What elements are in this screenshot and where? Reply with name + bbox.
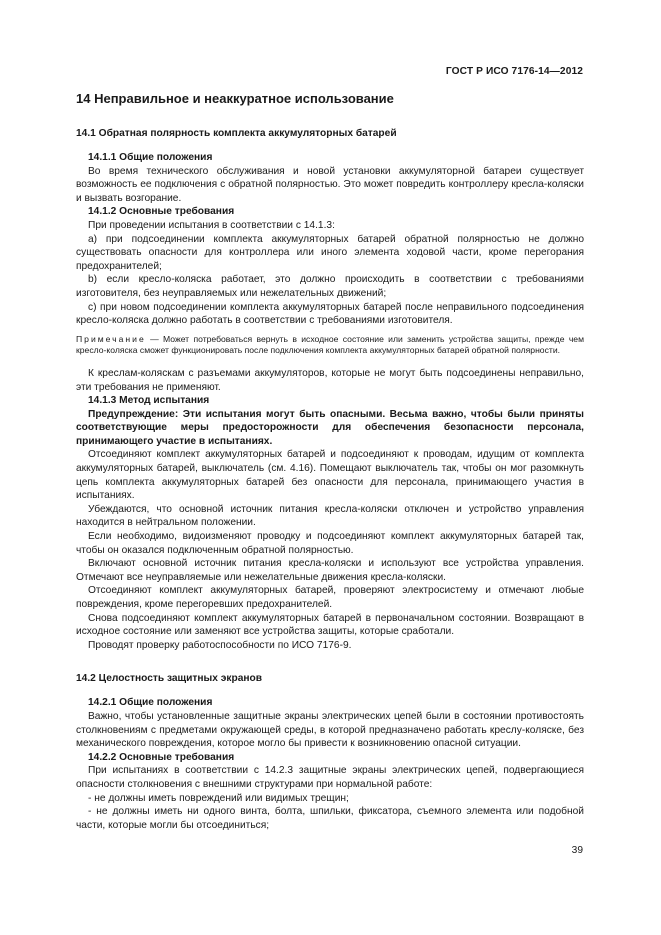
paragraph: К креслам-коляскам с разъемами аккумуляторов, которые не могут быть подсоединены неправильно, эти требования не применяют. xyxy=(76,367,584,393)
method-step: Убеждаются, что основной источник питания кресла-коляски отключен и устройство управления находится в нейтральном положении. xyxy=(76,503,584,529)
method-step: Отсоединяют комплект аккумуляторных батарей, проверяют электросистему и отмечают любые повреждения, кроме перегоревших предохранителей. xyxy=(76,585,584,610)
note-text: — Может потребоваться вернуть в исходное состояние или заменить устройства защиты, прежде чем кресло-коляска сможет функционировать после подключения комплекта аккумуляторных батарей обратной полярности. xyxy=(76,333,584,356)
paragraph-text: Во время технического обслуживания и новой установки аккумуляторной батареи существует возможность ее подключения с обратной полярностью. Это может повредить контроллеру кресла-коляски и вызвать возгорание. xyxy=(76,165,584,204)
clause-title-14-1-1: 14.1.1 Общие положения xyxy=(88,152,213,163)
dash-item: - не должны иметь ни одного винта, болта, шпильки, фиксатора, съемного элемента или подобной части, которые могли бы отсоединиться; xyxy=(76,806,584,831)
document-body xyxy=(76,91,584,832)
note-label: Примечание xyxy=(76,333,146,344)
page-number: 39 xyxy=(571,845,583,856)
warning-text: Предупреждение: Эти испытания могут быть опасными. Весьма важно, чтобы были приняты соответствующие меры предосторожности для обеспечения безопасности персонала, принимающего участие в испытаниях. xyxy=(76,408,584,447)
list-item-a: а) при подсоединении комплекта аккумуляторных батарей обратной полярностью не должно существовать опасности для контроллера или иного элемента ходовой части, кроме перегорания предохранителей; xyxy=(76,233,584,272)
section-title: 14 Неправильное и неаккуратное использование xyxy=(76,91,394,106)
method-step: Если необходимо, видоизменяют проводку и подсоединяют комплект аккумуляторных батарей так, чтобы он оказался подключенным обратной полярностью. xyxy=(76,531,584,556)
paragraph: При испытаниях в соответствии с 14.2.3 защитные экраны электрических цепей, подвергающиеся опасности столкновения с внешними структурами при нормальной работе: xyxy=(76,765,584,790)
paragraph: При проведении испытания в соответствии с 14.1.3: xyxy=(88,219,335,231)
method-step: Снова подсоединяют комплект аккумуляторных батарей в первоначальном состоянии. Возвращают в исходное состояние или заменяют все устройства защиты, которые сработали. xyxy=(76,612,584,638)
subsection-title-14-1: 14.1 Обратная полярность комплекта аккумуляторных батарей xyxy=(76,128,397,139)
clause-title-14-1-3: 14.1.3 Метод испытания xyxy=(88,395,210,407)
clause-title-14-2-2: 14.2.2 Основные требования xyxy=(88,751,235,763)
list-item-b: b) если кресло-коляска работает, это должно происходить в соответствии с требованиями изготовителя, без неуправляемых или нежелательных движений; xyxy=(76,274,584,299)
method-step: Отсоединяют комплект аккумуляторных батарей и подсоединяют к проводам, идущим от комплекта аккумуляторных батарей, выключатель (см. 4.16). Помещают выключатель так, чтобы он мог разомкнуть цепь комплекта аккумуляторных батарей без опасности для персонала, принимающего участия в испытаниях. xyxy=(76,449,584,502)
clause-title-14-2-1: 14.2.1 Общие положения xyxy=(88,697,213,709)
paragraph xyxy=(76,165,584,206)
note xyxy=(76,334,584,357)
clause-title-14-1-2: 14.1.2 Основные требования xyxy=(88,206,235,218)
dash-item: - не должны иметь повреждений или видимых трещин; xyxy=(88,792,349,804)
method-step: Проводят проверку работоспособности по ИСО 7176-9. xyxy=(88,639,352,651)
subsection-title-14-2: 14.2 Целостность защитных экранов xyxy=(76,673,263,685)
method-step: Включают основной источник питания кресла-коляски и используют все устройства управления. Отмечают все неуправляемые или нежелательные движения кресла-коляски. xyxy=(76,558,584,583)
list-item-c: с) при новом подсоединении комплекта аккумуляторных батарей после неправильного подсоединения кресло-коляска должно работать в соответствии с требованиями изготовителя. xyxy=(76,301,584,327)
paragraph: Важно, чтобы установленные защитные экраны электрических цепей были в состоянии противостоять столкновениям с предметами окружающей среды, в которой предназначено работать креслу-коляске, без механического повреждения, которое могло бы привести к возникновению опасной ситуации. xyxy=(76,710,584,750)
document-header: ГОСТ Р ИСО 7176-14—2012 xyxy=(445,66,583,77)
